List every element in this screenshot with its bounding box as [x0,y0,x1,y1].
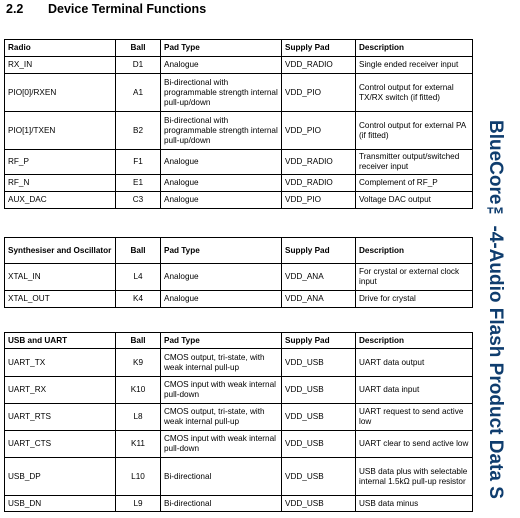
supply-pad-cell: VDD_USB [282,404,356,431]
terminal-name: RF_P [5,150,116,175]
terminal-name: UART_RTS [5,404,116,431]
table-row [5,349,473,377]
table-row [5,150,473,175]
ball-cell: K11 [116,431,161,458]
header-cell: Radio [5,40,116,57]
ball-cell: K4 [116,291,161,308]
header-cell: Supply Pad [282,40,356,57]
pad-type-cell: Analogue [161,57,282,74]
header-cell: Pad Type [161,333,282,349]
description-cell: For crystal or external clock input [356,264,473,291]
header-cell: Description [356,333,473,349]
table-row [5,74,473,112]
supply-pad-cell: VDD_RADIO [282,57,356,74]
supply-pad-cell: VDD_USB [282,349,356,377]
pad-type-cell: Analogue [161,150,282,175]
section-title: Device Terminal Functions [48,2,207,16]
pad-type-cell: Bi-directional [161,496,282,512]
supply-pad-cell: VDD_PIO [282,112,356,150]
terminal-name: UART_TX [5,349,116,377]
pad-type-cell: CMOS input with weak internal pull-down [161,377,282,404]
terminal-name: UART_CTS [5,431,116,458]
header-cell: Description [356,40,473,57]
supply-pad-cell: VDD_PIO [282,192,356,209]
pad-type-cell: CMOS output, tri-state, with weak internal pull-up [161,349,282,377]
table-row [5,192,473,209]
section-number: 2.2 [6,2,24,16]
header-cell: Supply Pad [282,333,356,349]
supply-pad-cell: VDD_USB [282,377,356,404]
supply-pad-cell: VDD_ANA [282,291,356,308]
header-cell: Ball [116,238,161,264]
header-cell: USB and UART [5,333,116,349]
pad-type-cell: CMOS input with weak internal pull-down [161,431,282,458]
synthesiser-table [4,237,473,308]
description-cell: Complement of RF_P [356,175,473,192]
ball-cell: E1 [116,175,161,192]
terminal-name: UART_RX [5,377,116,404]
pad-type-cell: Bi-directional with programmable strength internal pull-up/down [161,74,282,112]
side-document-title [484,120,508,518]
pad-type-cell: CMOS output, tri-state, with weak internal pull-up [161,404,282,431]
table-row [5,112,473,150]
pad-type-cell: Bi-directional with programmable strength internal pull-up/down [161,112,282,150]
ball-cell: L9 [116,496,161,512]
description-cell: UART data output [356,349,473,377]
header-cell: Pad Type [161,238,282,264]
ball-cell: F1 [116,150,161,175]
ball-cell: K9 [116,349,161,377]
description-cell: Control output for external TX/RX switch (if fitted) [356,74,473,112]
header-cell: Pad Type [161,40,282,57]
description-cell: Transmitter output/switched receiver input [356,150,473,175]
header-cell: Ball [116,40,161,57]
table-row [5,404,473,431]
description-cell: Control output for external PA (if fitted) [356,112,473,150]
ball-cell: K10 [116,377,161,404]
description-cell: UART request to send active low [356,404,473,431]
table-row [5,175,473,192]
pad-type-cell: Analogue [161,264,282,291]
supply-pad-cell: VDD_RADIO [282,150,356,175]
pad-type-cell: Bi-directional [161,458,282,496]
ball-cell: L8 [116,404,161,431]
ball-cell: L4 [116,264,161,291]
ball-cell: A1 [116,74,161,112]
terminal-name: AUX_DAC [5,192,116,209]
header-cell: Description [356,238,473,264]
description-cell: UART clear to send active low [356,431,473,458]
table-header-row [5,238,473,264]
table-row [5,57,473,74]
terminal-name: RX_IN [5,57,116,74]
ball-cell: D1 [116,57,161,74]
terminal-name: XTAL_OUT [5,291,116,308]
terminal-name: USB_DP [5,458,116,496]
description-cell: USB data plus with selectable internal 1.5kΩ pull-up resistor [356,458,473,496]
description-cell: UART data input [356,377,473,404]
ball-cell: B2 [116,112,161,150]
radio-table [4,39,473,209]
header-cell: Supply Pad [282,238,356,264]
pad-type-cell: Analogue [161,291,282,308]
ball-cell: L10 [116,458,161,496]
description-cell: Drive for crystal [356,291,473,308]
terminal-name: PIO[1]/TXEN [5,112,116,150]
supply-pad-cell: VDD_USB [282,431,356,458]
supply-pad-cell: VDD_PIO [282,74,356,112]
table-row [5,431,473,458]
terminal-name: USB_DN [5,496,116,512]
ball-cell: C3 [116,192,161,209]
side-document-title-text: BlueCore™-4-Audio Flash Product Data S [485,120,506,499]
header-cell: Synthesiser and Oscillator [5,238,116,264]
supply-pad-cell: VDD_ANA [282,264,356,291]
table-row [5,291,473,308]
table-row [5,264,473,291]
table-header-row [5,40,473,57]
terminal-name: RF_N [5,175,116,192]
supply-pad-cell: VDD_RADIO [282,175,356,192]
table-row [5,496,473,512]
terminal-name: XTAL_IN [5,264,116,291]
usb-uart-table [4,332,473,512]
section-heading [6,2,206,16]
description-cell: USB data minus [356,496,473,512]
header-cell: Ball [116,333,161,349]
pad-type-cell: Analogue [161,175,282,192]
supply-pad-cell: VDD_USB [282,496,356,512]
table-row [5,458,473,496]
description-cell: Single ended receiver input [356,57,473,74]
terminal-name: PIO[0]/RXEN [5,74,116,112]
supply-pad-cell: VDD_USB [282,458,356,496]
table-header-row [5,333,473,349]
table-row [5,377,473,404]
description-cell: Voltage DAC output [356,192,473,209]
pad-type-cell: Analogue [161,192,282,209]
